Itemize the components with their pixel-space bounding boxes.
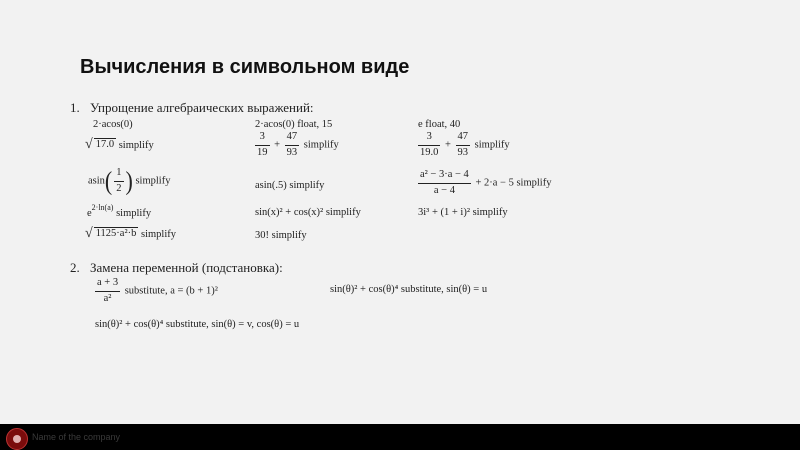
expr-r4c3: 3i³ + (1 + i)² simplify bbox=[418, 207, 508, 218]
expr-r2c1 bbox=[85, 138, 154, 152]
fraction: $\frac{3}{19.0}$ bbox=[420, 131, 439, 158]
expr-r1c1: 2·acos(0) bbox=[93, 119, 133, 130]
fraction: $\frac{3}{19}$ bbox=[257, 131, 268, 158]
expr-r4c1: $e^{2\cdot ln(a)}$ simplify bbox=[87, 203, 152, 219]
expr-r2c3: $\frac{3}{19.0}$ + $\frac{47}{93}$ simplify bbox=[420, 131, 510, 158]
expr-r1c3: e float, 40 bbox=[418, 119, 461, 130]
section-1-number: 1. bbox=[70, 100, 80, 115]
expr-r5c2: 30! simplify bbox=[255, 230, 307, 241]
radicand: 17.0 bbox=[95, 139, 115, 150]
fraction: $\frac{1}{2}$ bbox=[116, 167, 122, 194]
function-name: asin bbox=[88, 175, 105, 187]
section-2-number: 2. bbox=[70, 260, 80, 275]
expr-s2: sin(θ)² + cos(θ)⁴ substitute, sin(θ) = u bbox=[330, 284, 488, 295]
keyword-simplify: simplify bbox=[140, 229, 176, 240]
sqrt: √ 17.0 bbox=[85, 137, 115, 152]
section-1-text: Упрощение алгебраических выражений: bbox=[90, 100, 314, 115]
expr-r2c2: $\frac{3}{19}$ + $\frac{47}{93}$ simplify bbox=[257, 131, 339, 158]
fraction: $\frac{47}{93}$ bbox=[457, 131, 469, 158]
keyword-simplify: simplify bbox=[116, 208, 152, 219]
slide-title: Вычисления в символьном виде bbox=[80, 56, 410, 78]
section-2-heading bbox=[70, 260, 283, 276]
section-2-text: Замена переменной (подстановка): bbox=[90, 260, 283, 275]
keyword-simplify: simplify bbox=[474, 139, 510, 151]
fraction: $\frac{a + 3}{\text{a²}}$ bbox=[97, 277, 119, 304]
footer-company-name: Name of the company bbox=[32, 432, 121, 442]
keyword-simplify: simplify bbox=[135, 175, 171, 187]
company-logo-icon bbox=[6, 428, 28, 450]
fraction: $\frac{\text{a² − 3·a − 4}}{a - 4}$ bbox=[420, 169, 469, 196]
expr-r3c3: $\frac{\text{a² − 3·a − 4}}{a - 4}$ + 2·a − 5 simplify bbox=[420, 169, 552, 196]
expr-r1c2: 2·acos(0) float, 15 bbox=[255, 119, 333, 130]
section-1-heading bbox=[70, 100, 314, 116]
keyword-simplify: simplify bbox=[303, 139, 339, 151]
expr-r3c2: asin(.5) simplify bbox=[255, 180, 325, 191]
expr-r3c1: asin( $\frac{1}{2}$ ) simplify bbox=[88, 165, 171, 196]
fraction: $\frac{47}{93}$ bbox=[286, 131, 298, 158]
expr-r4c2: sin(x)² + cos(x)² simplify bbox=[255, 207, 361, 218]
expr-s3: sin(θ)² + cos(θ)⁴ substitute, sin(θ) = v, cos(θ) = u bbox=[95, 319, 300, 330]
sqrt: √ 1125·a²·b bbox=[85, 226, 137, 241]
keyword-simplify: simplify bbox=[118, 140, 154, 151]
expr-r5c1 bbox=[85, 227, 176, 241]
expr-s1: $\frac{a + 3}{\text{a²}}$ substitute, a = (b + 1)² bbox=[97, 277, 218, 304]
